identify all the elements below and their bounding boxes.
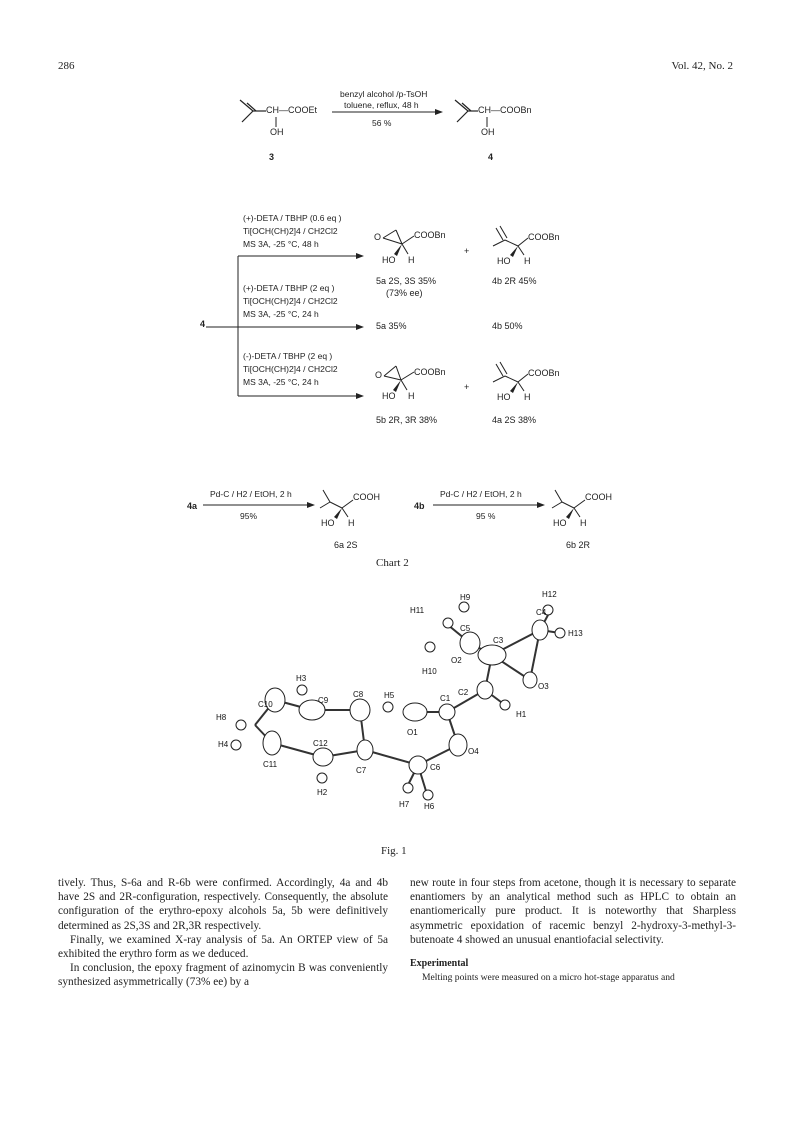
scheme-2-start: 4 <box>200 319 206 329</box>
atom-label: C12 <box>313 739 328 748</box>
scheme-3 <box>0 480 793 560</box>
result-c-right: 4a 2S 38% <box>492 415 537 425</box>
atom-c5 <box>460 632 480 654</box>
ortep-drawing <box>200 585 600 840</box>
atom-label: C1 <box>440 694 451 703</box>
atom-c3 <box>478 645 506 665</box>
condition-c-2: Ti[OCH(CH)2]4 / CH2Cl2 <box>243 364 338 374</box>
atom-o3 <box>523 672 537 688</box>
scheme-1-condition-1: benzyl alcohol /p-TsOH <box>340 89 428 99</box>
atom-label: O4 <box>468 747 479 756</box>
atom-c12 <box>313 748 333 766</box>
atom-label: H11 <box>410 606 425 615</box>
ortep-figure <box>200 585 600 840</box>
condition-b-1: (+)-DETA / TBHP (2 eq ) <box>243 283 335 293</box>
atom-label: C5 <box>460 624 471 633</box>
acid-6b-structure <box>552 490 585 519</box>
label-6a: 6a 2S <box>334 540 358 550</box>
left-paragraph-1: tively. Thus, S-6a and R-6b were confirmed. Accordingly, 4a and 4b have 2S and 2R-configuration, respectively. Consequently, the absolute configuration of the erythro-epoxy alcohols 5a, 5b were definitively determined as 2S,3S and 2R,3R respectively. <box>58 877 388 932</box>
atom-c4 <box>532 620 548 640</box>
ho-4b: HO <box>497 256 511 266</box>
h-6b: H <box>580 518 587 528</box>
result-c-left: 5b 2R, 3R 38% <box>376 415 438 425</box>
volume-label: Vol. 42, No. 2 <box>671 60 733 72</box>
atom-c6 <box>409 756 427 774</box>
atom-label: C10 <box>258 700 273 709</box>
scheme-3-cond-right: Pd-C / H2 / EtOH, 2 h <box>440 489 522 499</box>
atom-label: H2 <box>317 788 328 797</box>
scheme-3-yield-right: 95 % <box>476 511 496 521</box>
atom-label: H4 <box>218 740 229 749</box>
scheme-1-yield: 56 % <box>372 118 392 128</box>
atom-label: O2 <box>451 656 462 665</box>
condition-c-1: (-)-DETA / TBHP (2 eq ) <box>243 351 333 361</box>
cooh-6a: COOH <box>353 492 380 502</box>
h-6a: H <box>348 518 355 528</box>
epoxide-5a-structure <box>383 230 414 256</box>
coobn-4a: COOBn <box>528 368 560 378</box>
atom-label: O3 <box>538 682 549 691</box>
left-paragraph-3: In conclusion, the epoxy fragment of azinomycin B was conveniently synthesized asymmetrically (73% ee) by a <box>58 962 388 989</box>
experimental-text: Melting points were measured on a micro hot-stage apparatus and <box>422 972 675 984</box>
scheme-3-yield-left: 95% <box>240 511 258 521</box>
right-paragraph-1: new route in four steps from acetone, though it is necessary to separate enantiomers by an analytical method such as HPLC to obtain an enantiomerically pure product. It is noteworthy that Sharpless asymmetric epoxidation of racemic benzyl 2-hydroxy-3-methyl-3-butenoate 4 showed an unusual enantiofacial selectivity. <box>410 877 736 946</box>
ho-4a: HO <box>497 392 511 402</box>
scheme-3-start-right: 4b <box>414 501 425 511</box>
scheme-3-cond-left: Pd-C / H2 / EtOH, 2 h <box>210 489 292 499</box>
atom-c2 <box>477 681 493 699</box>
alcohol-4b-structure <box>493 226 528 257</box>
condition-a-3: MS 3A, -25 °C, 48 h <box>243 239 319 249</box>
atom-label: O1 <box>407 728 418 737</box>
atom-label: C11 <box>263 760 278 769</box>
condition-c-3: MS 3A, -25 °C, 24 h <box>243 377 319 387</box>
atom-o1 <box>403 703 427 721</box>
plus-a: + <box>464 246 470 256</box>
ho-5b: HO <box>382 391 396 401</box>
h-5a: H <box>408 255 415 265</box>
compound-4-oh: OH <box>481 127 495 137</box>
compound-4-label: 4 <box>488 152 494 162</box>
atom-label: H9 <box>460 593 471 602</box>
ho-5a: HO <box>382 255 396 265</box>
label-6b: 6b 2R <box>566 540 591 550</box>
atom-label: H13 <box>568 629 583 638</box>
ho-6b: HO <box>553 518 567 528</box>
condition-a-1: (+)-DETA / TBHP (0.6 eq ) <box>243 213 342 223</box>
condition-b-2: Ti[OCH(CH)2]4 / CH2Cl2 <box>243 296 338 306</box>
compound-3-oh: OH <box>270 127 284 137</box>
scheme-2-arrows <box>0 200 793 440</box>
experimental-heading: Experimental <box>410 958 469 970</box>
condition-a-2: Ti[OCH(CH)2]4 / CH2Cl2 <box>243 226 338 236</box>
compound-4-chain: CH—COOBn <box>478 105 532 115</box>
atom-label: H1 <box>516 710 527 719</box>
acid-6a-structure <box>320 490 353 519</box>
scheme-2 <box>0 200 793 440</box>
atom-label: C2 <box>458 688 469 697</box>
atom-label: C3 <box>493 636 504 645</box>
atom-label: H12 <box>542 590 557 599</box>
atom-label: H8 <box>216 713 227 722</box>
coobn-4b: COOBn <box>528 232 560 242</box>
coobn-5b: COOBn <box>414 367 446 377</box>
result-a-ee: (73% ee) <box>386 288 423 298</box>
scheme-3-structures <box>0 480 793 560</box>
right-column <box>410 876 736 985</box>
atom-c7 <box>357 740 373 760</box>
compound-3-label: 3 <box>269 152 275 162</box>
scheme-1 <box>0 0 793 170</box>
h-4a: H <box>524 392 531 402</box>
result-b-right: 4b 50% <box>492 321 523 331</box>
left-paragraph-2: Finally, we examined X-ray analysis of 5a. An ORTEP view of 5a exhibited the erythro form as we deduced. <box>58 933 388 961</box>
atom-label: C9 <box>318 696 329 705</box>
atom-label: C8 <box>353 690 364 699</box>
atom-o4 <box>449 734 467 756</box>
epoxide-o-a: O <box>374 232 382 242</box>
condition-b-3: MS 3A, -25 °C, 24 h <box>243 309 319 319</box>
atom-label: H7 <box>399 800 410 809</box>
compound-3-chain: CH—COOEt <box>266 105 318 115</box>
page-number: 286 <box>58 60 75 72</box>
atom-label: H5 <box>384 691 395 700</box>
atom-c8 <box>350 699 370 721</box>
scheme-3-start-left: 4a <box>187 501 198 511</box>
h-4b: H <box>524 256 531 266</box>
atom-label: H6 <box>424 802 435 811</box>
h-5b: H <box>408 391 415 401</box>
atom-label: C6 <box>430 763 441 772</box>
result-a-left: 5a 2S, 3S 35% <box>376 276 437 286</box>
figure-caption: Fig. 1 <box>381 845 407 857</box>
atom-label: H3 <box>296 674 307 683</box>
result-a-right: 4b 2R 45% <box>492 276 537 286</box>
plus-c: + <box>464 382 470 392</box>
atom-c11 <box>263 731 281 755</box>
scheme-1-condition-2: toluene, reflux, 48 h <box>344 100 419 110</box>
coobn-5a: COOBn <box>414 230 446 240</box>
alcohol-4a-structure <box>493 362 528 393</box>
epoxide-5b-structure <box>384 366 414 392</box>
atom-label: C4 <box>536 608 547 617</box>
atom-label: C7 <box>356 766 367 775</box>
atom-c1 <box>439 704 455 720</box>
atom-label: H10 <box>422 667 437 676</box>
left-column <box>58 876 388 990</box>
scheme-1-structures <box>0 0 793 170</box>
ho-6a: HO <box>321 518 335 528</box>
cooh-6b: COOH <box>585 492 612 502</box>
result-b-left: 5a 35% <box>376 321 407 331</box>
epoxide-o-c: O <box>375 370 383 380</box>
chart-caption: Chart 2 <box>376 557 409 569</box>
